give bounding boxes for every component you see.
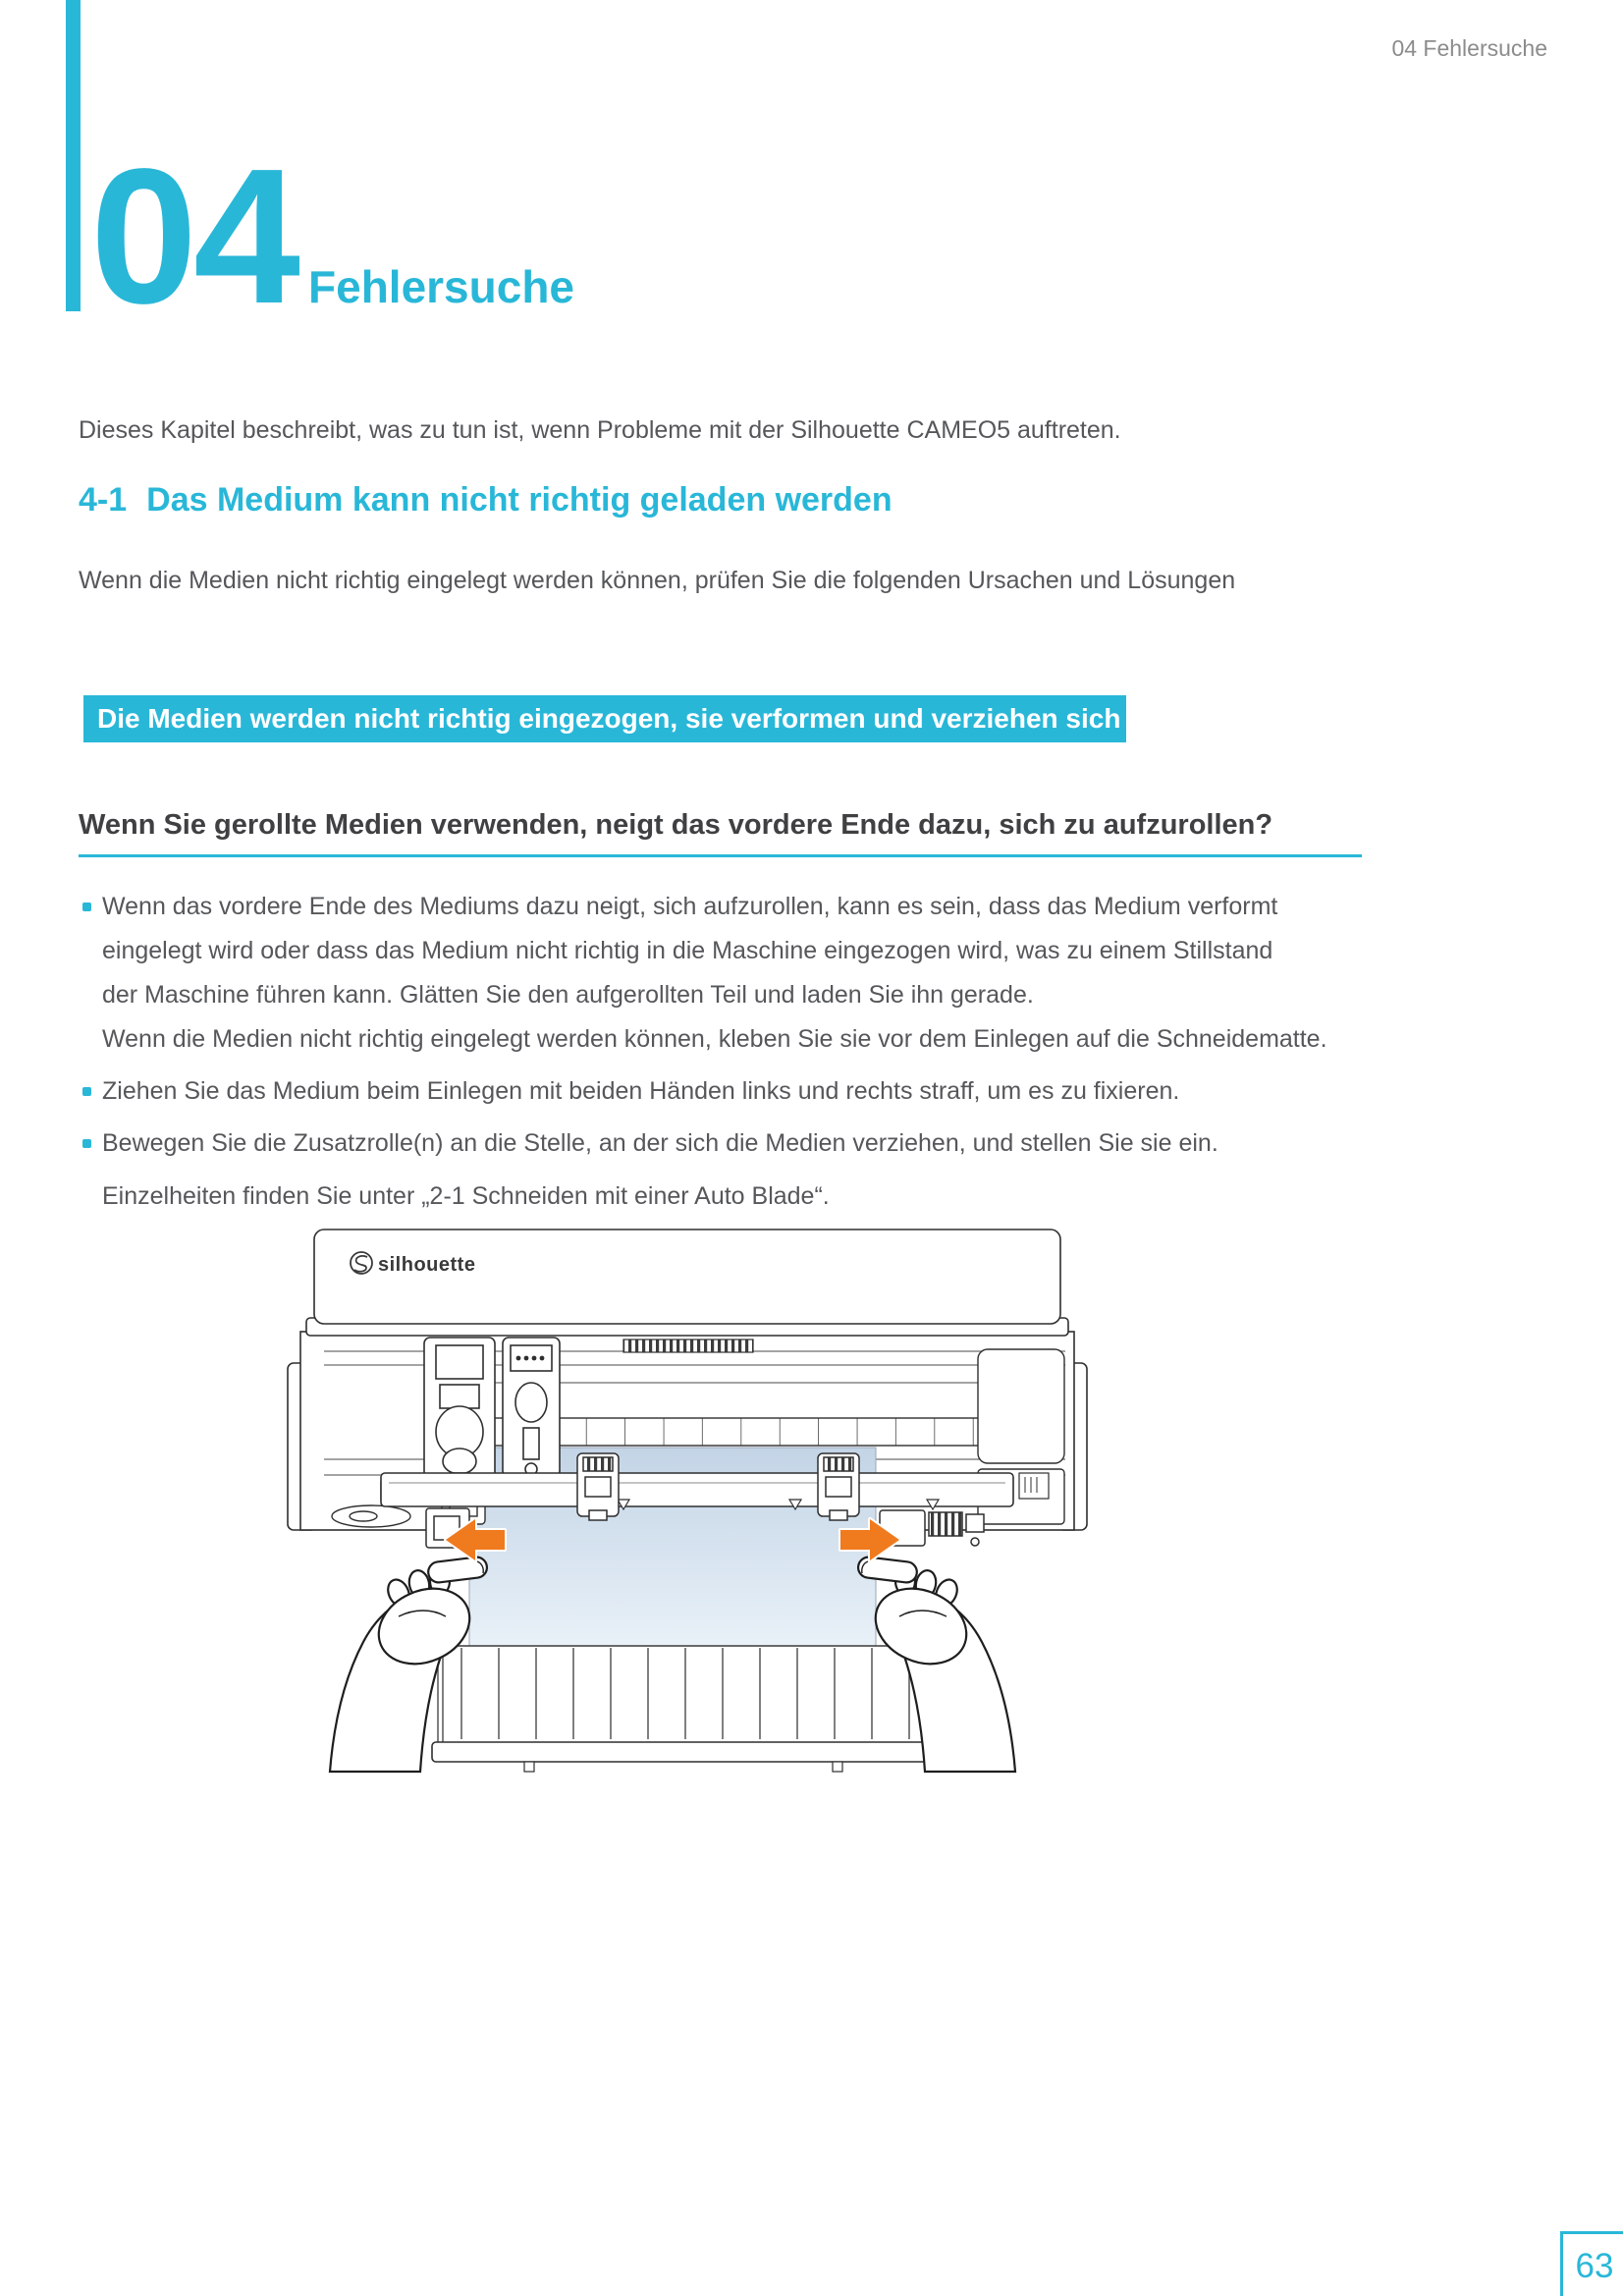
bullet-icon <box>82 902 91 911</box>
chapter-name: Fehlersuche <box>308 261 575 312</box>
bullet-icon <box>82 1087 91 1096</box>
chapter-intro: Dieses Kapitel beschreibt, was zu tun ist, wenn Probleme mit der Silhouette CAMEO5 auftreten. <box>79 416 1121 444</box>
exit-bar <box>381 1473 1049 1509</box>
running-header: 04 Fehlersuche <box>1391 35 1547 61</box>
reference-note: Einzelheiten finden Sie unter „2-1 Schneiden mit einer Auto Blade“. <box>102 1182 830 1210</box>
list-item <box>82 885 1506 1062</box>
pinch-clamp-right <box>818 1453 859 1520</box>
list-item-line: eingelegt wird oder dass das Medium nicht richtig in die Maschine eingezogen wird, was zu einem Stillstand <box>102 937 1273 964</box>
page-number-box <box>1560 2231 1623 2296</box>
solution-list <box>82 885 1506 1219</box>
issue-banner: Die Medien werden nicht richtig eingezogen, sie verformen und verziehen sich <box>83 695 1126 742</box>
page-number: 63 <box>1575 2247 1614 2285</box>
tool-carriage-1 <box>424 1338 495 1487</box>
list-item <box>82 1121 1506 1166</box>
list-item-line: Wenn das vordere Ende des Mediums dazu neigt, sich aufzurollen, kann es sein, dass das Medium verformt <box>102 893 1278 920</box>
right-hand <box>857 1556 1015 1772</box>
logo-text: silhouette <box>378 1254 476 1276</box>
section-title: Das Medium kann nicht richtig geladen werden <box>146 481 893 519</box>
grit-strip <box>623 1339 753 1352</box>
section-number: 4-1 <box>79 481 128 519</box>
machine-illustration <box>285 1226 1090 1777</box>
list-item <box>82 1069 1506 1114</box>
chapter-accent-bar <box>66 0 81 311</box>
left-hand <box>330 1556 488 1772</box>
pinch-clamp-left <box>577 1453 619 1520</box>
chapter-number: 04 <box>90 129 298 344</box>
output-tray <box>432 1646 935 1772</box>
machine-lid <box>314 1230 1060 1324</box>
machine-illustration-svg <box>285 1226 1090 1777</box>
tool-carriage-2 <box>503 1338 560 1477</box>
list-item-line: der Maschine führen kann. Glätten Sie den aufgerollten Teil und laden Sie ihn gerade. <box>102 981 1034 1009</box>
section-heading <box>79 481 893 519</box>
bullet-icon <box>82 1139 91 1148</box>
section-intro: Wenn die Medien nicht richtig eingelegt werden können, prüfen Sie die folgenden Ursachen und Lösungen <box>79 567 1236 594</box>
question-underline <box>79 854 1362 857</box>
list-item-line: Wenn die Medien nicht richtig eingelegt werden können, kleben Sie sie vor dem Einlegen auf die Schneidematte. <box>102 1025 1327 1053</box>
list-item-line: Ziehen Sie das Medium beim Einlegen mit beiden Händen links und rechts straff, um es zu fixieren. <box>102 1077 1180 1105</box>
chapter-title <box>90 129 575 344</box>
issue-question: Wenn Sie gerollte Medien verwenden, neigt das vordere Ende dazu, sich zu aufzurollen? <box>79 809 1273 841</box>
list-item-line: Bewegen Sie die Zusatzrolle(n) an die Stelle, an der sich die Medien verziehen, und stellen Sie sie ein. <box>102 1129 1218 1157</box>
